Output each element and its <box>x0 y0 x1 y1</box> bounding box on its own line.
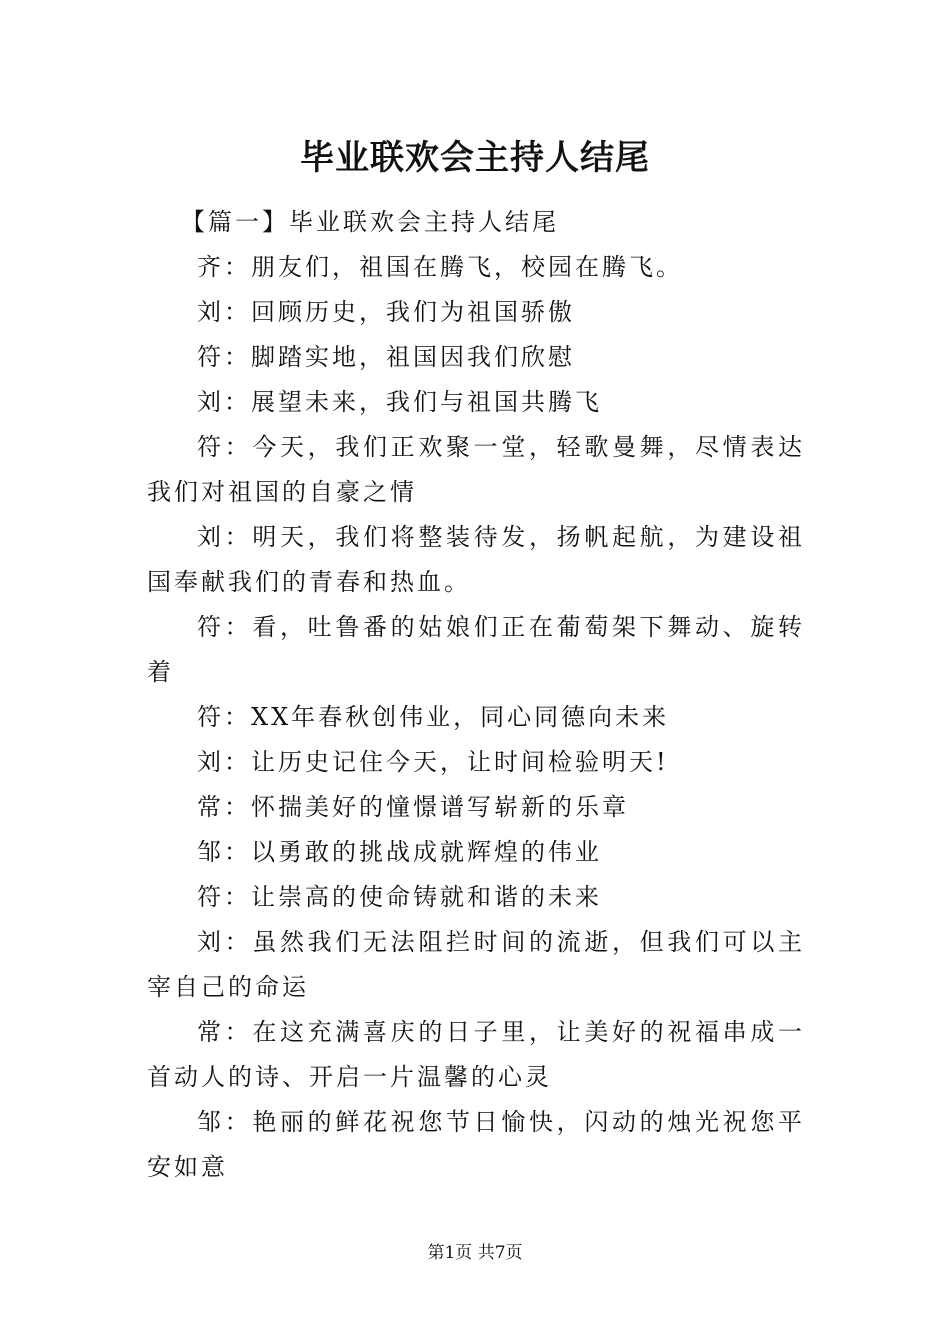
paragraph: 常：在这充满喜庆的日子里，让美好的祝福串成一首动人的诗、开启一片温馨的心灵 <box>147 1018 805 1091</box>
paragraph: 符：看，吐鲁番的姑娘们正在葡萄架下舞动、旋转着 <box>147 613 805 686</box>
paragraph: 符：脚踏实地，祖国因我们欣慰 <box>197 343 575 371</box>
page-number: 第1页 共7页 <box>427 1243 523 1263</box>
paragraph: 符：让崇高的使命铸就和谐的未来 <box>197 883 602 911</box>
paragraph: 刘：回顾历史，我们为祖国骄傲 <box>197 298 575 326</box>
section-heading: 【篇一】毕业联欢会主持人结尾 <box>181 208 559 236</box>
document-body <box>147 200 805 1190</box>
paragraph: 符：今天，我们正欢聚一堂，轻歌曼舞，尽情表达我们对祖国的自豪之情 <box>147 433 805 506</box>
paragraph: 刘：明天，我们将整装待发，扬帆起航，为建设祖国奉献我们的青春和热血。 <box>147 523 805 596</box>
paragraph: 邹：以勇敢的挑战成就辉煌的伟业 <box>197 838 602 866</box>
paragraph: 刘：虽然我们无法阻拦时间的流逝，但我们可以主宰自己的命运 <box>147 928 805 1001</box>
paragraph: 齐：朋友们，祖国在腾飞，校园在腾飞。 <box>197 253 683 281</box>
paragraph: 邹：艳丽的鲜花祝您节日愉快，闪动的烛光祝您平安如意 <box>147 1108 805 1181</box>
page-title: 毕业联欢会主持人结尾 <box>300 138 650 178</box>
paragraph: 符：XX年春秋创伟业，同心同德向未来 <box>197 703 670 731</box>
paragraph: 常：怀揣美好的憧憬谱写崭新的乐章 <box>197 793 629 821</box>
paragraph: 刘：让历史记住今天，让时间检验明天! <box>197 748 669 776</box>
paragraph: 刘：展望未来，我们与祖国共腾飞 <box>197 388 602 416</box>
